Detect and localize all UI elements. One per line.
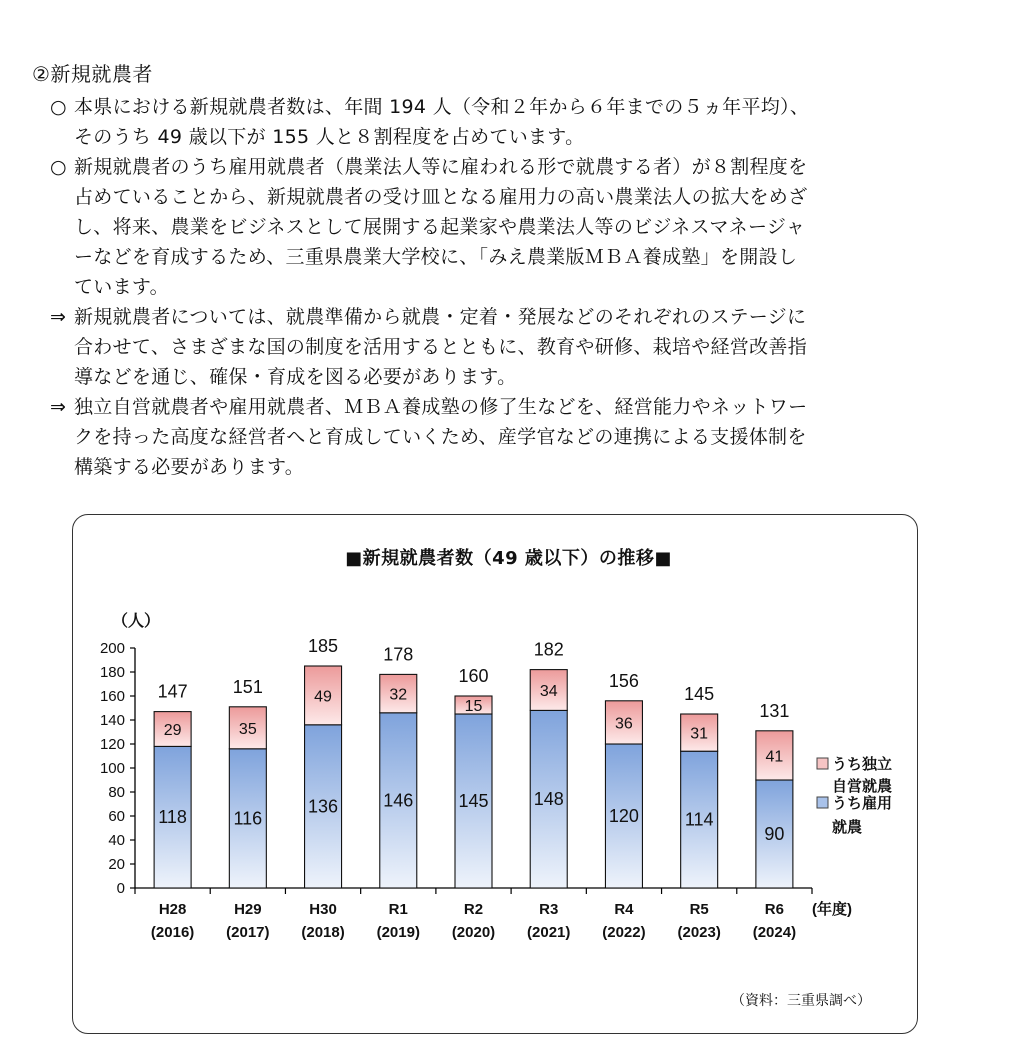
total-value-label: 147 [157, 681, 188, 702]
y-tick-label: 140 [99, 712, 125, 729]
x-category-label: R3 [539, 901, 559, 918]
total-value-label: 131 [759, 700, 790, 721]
total-value-label: 145 [684, 684, 715, 704]
x-category-year-label: (2021) [527, 924, 571, 941]
x-category-year-label: (2024) [752, 924, 797, 941]
paragraph-line: 導などを通じ、確保・育成を図る必要があります。 [74, 366, 517, 388]
x-category-year-label: (2019) [376, 924, 420, 941]
total-value-label: 151 [232, 676, 263, 697]
source-note: （資料：三重県調べ） [731, 993, 871, 1009]
y-tick-label: 40 [108, 832, 125, 849]
circle-bullet: ○ [50, 156, 67, 178]
paragraph-line: ています。 [74, 276, 169, 298]
paragraph-line: 新規就農者のうち雇用就農者（農業法人等に雇われる形で就農する者）が８割程度を [74, 156, 808, 178]
x-category-label: R1 [388, 901, 408, 918]
independent-value-label: 31 [690, 725, 709, 743]
chart-title: ■新規就農者数（49 歳以下）の推移■ [345, 548, 672, 569]
y-axis-label: （人） [112, 613, 161, 630]
employed-value-label: 114 [684, 809, 714, 830]
legend-independent-label: うち独立 [832, 756, 893, 773]
total-value-label: 178 [383, 644, 414, 665]
paragraph-line: 独立自営就農者や雇用就農者、ＭＢＡ養成塾の修了生などを、経営能力やネットワー [74, 396, 808, 418]
employed-value-label: 116 [233, 808, 263, 829]
paragraph-line: 本県における新規就農者数は、年間 194 人（令和２年から６年までの５ヵ年平均）、 [74, 96, 810, 118]
independent-value-label: 41 [765, 748, 784, 766]
x-category-label: R6 [764, 901, 784, 918]
legend-employed-label: うち雇用 [832, 795, 893, 812]
y-tick-label: 20 [108, 856, 125, 873]
paragraph-line: そのうち 49 歳以下が 155 人と８割程度を占めています。 [74, 126, 585, 148]
paragraph-line: 占めていることから、新規就農者の受け皿となる雇用力の高い農業法人の拡大をめざ [74, 186, 808, 208]
employed-value-label: 136 [308, 796, 339, 817]
legend-independent-swatch [817, 758, 828, 769]
legend-employed-swatch [817, 797, 828, 808]
x-category-label: H29 [234, 901, 262, 918]
employed-value-label: 118 [158, 807, 187, 828]
y-tick-label: 200 [99, 640, 125, 657]
independent-value-label: 36 [615, 715, 633, 733]
x-category-label: R5 [689, 901, 709, 918]
total-value-label: 156 [608, 670, 639, 691]
paragraph-line: 新規就農者については、就農準備から就農・定着・発展などのそれぞれのステージに [74, 306, 807, 328]
total-value-label: 160 [458, 666, 489, 686]
x-category-label: R4 [614, 901, 634, 918]
x-category-label: R2 [463, 901, 484, 918]
x-category-year-label: (2023) [677, 924, 721, 941]
legend-independent-label-2: 自営就農 [832, 778, 893, 795]
y-tick-label: 160 [99, 688, 125, 705]
total-value-label: 182 [533, 639, 564, 660]
paragraph-line: クを持った高度な経営者へと育成していくため、産学官などの連携による支援体制を [74, 426, 807, 448]
independent-value-label: 29 [163, 722, 182, 739]
x-category-label: H28 [158, 901, 187, 918]
x-category-year-label: (2016) [150, 924, 195, 941]
total-value-label: 185 [308, 636, 339, 656]
y-tick-label: 100 [99, 760, 125, 777]
y-tick-label: 180 [99, 664, 125, 681]
employed-value-label: 146 [383, 790, 414, 811]
circle-bullet: ○ [50, 96, 67, 118]
paragraph-line: 構築する必要があります。 [74, 456, 305, 478]
paragraph-line: し、将来、農業をビジネスとして展開する起業家や農業法人等のビジネスマネージャ [74, 216, 806, 238]
x-category-year-label: (2017) [226, 924, 270, 941]
y-tick-label: 120 [99, 736, 125, 753]
x-category-label: H30 [309, 901, 337, 918]
employed-value-label: 145 [458, 791, 489, 811]
legend [817, 755, 892, 836]
x-category-year-label: (2020) [451, 924, 496, 941]
legend-employed-label-2: 就農 [832, 819, 863, 836]
independent-value-label: 49 [314, 688, 332, 706]
employed-value-label: 120 [608, 806, 639, 826]
paragraph-line: ーなどを育成するため、三重県農業大学校に、「みえ農業版ＭＢＡ養成塾」を開設し [74, 246, 798, 268]
independent-value-label: 15 [464, 698, 483, 715]
employed-value-label: 148 [533, 789, 564, 810]
x-category-year-label: (2022) [602, 924, 646, 941]
y-tick-label: 60 [108, 808, 125, 825]
arrow-bullet: ⇒ [50, 306, 67, 328]
independent-value-label: 35 [238, 720, 257, 738]
employed-value-label: 90 [764, 824, 785, 844]
independent-value-label: 34 [539, 683, 558, 700]
paragraph-line: 合わせて、さまざまな国の制度を活用するとともに、教育や研修、栽培や経営改善指 [74, 336, 808, 358]
y-tick-label: 80 [108, 784, 125, 801]
y-tick-label: 0 [116, 880, 125, 897]
arrow-bullet: ⇒ [50, 396, 67, 418]
x-category-year-label: (2018) [301, 924, 345, 941]
x-axis-label: (年度) [812, 901, 852, 918]
independent-value-label: 32 [389, 686, 408, 704]
section-title: ②新規就農者 [32, 62, 153, 86]
